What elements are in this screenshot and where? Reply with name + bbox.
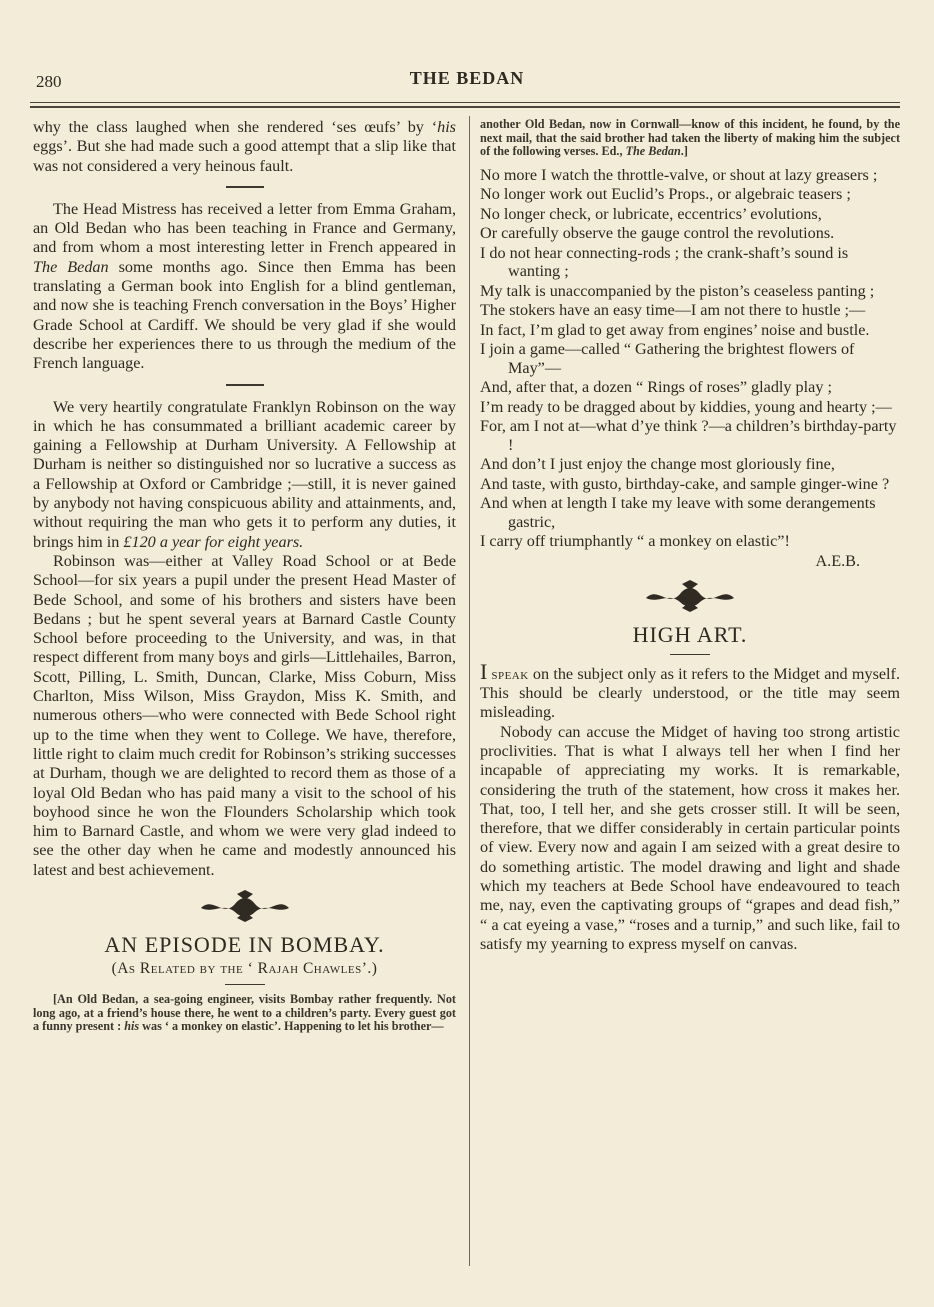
separator-rule bbox=[226, 186, 264, 188]
ornament-icon bbox=[642, 578, 738, 614]
verse-line: I’m ready to be dragged about by kiddies, young and hearty ;— bbox=[480, 397, 892, 416]
paragraph-robinson-fellowship: We very heartily congratulate Franklyn Robinson on the way in which he has consummated a brilliant academic career by gaining a Fellowship at Durham University. A Fellowship at Durham is neither so distinguished nor so lucrative a success as a Fellowship at Oxford or Cambridge ;—still, it is never gained by anybody not having conspicuous ability and attainments, and, without requiring the man who gets it to perform any duties, it brings him in £120 a year for eight years. bbox=[33, 397, 456, 551]
verse-line: And when at length I take my leave with some derangements gastric, bbox=[480, 494, 876, 531]
verse-line: My talk is unaccompanied by the piston’s ceaseless panting ; bbox=[480, 281, 875, 300]
paragraph-eggs: why the class laughed when she rendered ‘ses œufs’ by ‘his eggs’. But she had made such a good attempt that a slip like that was not considered a very heinous fault. bbox=[33, 118, 456, 175]
poem bbox=[480, 166, 900, 551]
verse-line: In fact, I’m glad to get away from engines’ noise and bustle. bbox=[480, 320, 870, 339]
header-rule-thick bbox=[30, 106, 900, 108]
verse-line: For, am I not at—what d’ye think ?—a children’s birthday-party ! bbox=[480, 417, 897, 454]
paragraph-robinson-school: Robinson was—either at Valley Road School or at Bede School—for six years a pupil under the present Head Master of Bede School, and some of his brothers and sisters have been Bedans ; but he spent several years at Barnard Castle County School before proceeding to the University, and was, in that respect different from many boys and girls—Littlehailes, Barron, Scott, Pilling, L. Smith, Duncan, Clarke, Miss Coburn, Miss Charlton, Miss Wilson, Miss Graydon, Miss K. Smith, and numerous others—who were connected with Bede School right up to the time when they went to College. We have, therefore, little right to claim much credit for Robinson’s striking successes at Durham, though we are delighted to record them as those of a loyal Old Bedan who has paid many a visit to the school of his boyhood since he won the Flounders Scholarship which took him to Barnard Castle, and whom we were very glad indeed to see the other day when he came and modestly announced his latest and best achievement. bbox=[33, 551, 456, 879]
verse-line: I do not hear connecting-rods ; the crank-shaft’s sound is wanting ; bbox=[480, 243, 849, 281]
paragraph-high-art-intro: I speak on the subject only as it refers to the Midget and myself. This should be clearly understood, or the title may seem misleading. bbox=[480, 658, 900, 722]
column-divider bbox=[469, 116, 470, 1266]
editor-note: [An Old Bedan, a sea-going engineer, visits Bombay rather frequently. Not long ago, at a friend’s house there, he went to a children’s party. Every guest got a funny present : his was ‘ a monkey on elastic’. Happening to let his brother— bbox=[33, 991, 456, 1034]
separator-rule bbox=[226, 384, 264, 386]
ornament-icon bbox=[197, 888, 293, 924]
section-subtitle-bombay: (As Related by the ‘ Rajah Chawles’.) bbox=[111, 959, 378, 977]
verse-line: The stokers have an easy time—I am not there to hustle ;— bbox=[480, 301, 866, 320]
paragraph-emma-graham: The Head Mistress has received a letter from Emma Graham, an Old Bedan who has been teaching in France and Germany, and from whom a most interesting letter in French appeared in The Bedan some months ago. Since then Emma has been translating a German book into English for a blind gentleman, and now she is teaching French conversation in the Boys’ Higher Grade School at Cardiff. We should be very glad if she would describe her experiences there to us through the medium of the French language. bbox=[33, 199, 456, 373]
verse-line: No more I watch the throttle-valve, or shout at lazy greasers ; bbox=[480, 165, 878, 184]
paragraph-high-art-midget: Nobody can accuse the Midget of having too strong artistic proclivities. That is what I always tell her when I find her incapable of appreciating my works. It is remarkable, considering the truth of the statement, how cross it makes her. That, too, I tell her, and she gets crosser still. It will be seen, therefore, that we differ considerably in certain particular points of view. Every now and again I am seized with a great desire to do something artistic. The model drawing and light and shade which my teachers at Bede School have endeavoured to teach me, nay, even the captivating groups of “grapes and dead fish,” “ a cat eyeing a vase,” “roses and a turnip,” and such like, fail to satisfy my yearning to express myself on canvas. bbox=[480, 722, 900, 953]
running-title: THE BEDAN bbox=[409, 68, 525, 88]
verse-line: And, after that, a dozen “ Rings of roses” gladly play ; bbox=[480, 378, 832, 397]
right-column bbox=[480, 118, 900, 954]
verse-line: And don’t I just enjoy the change most gloriously fine, bbox=[480, 455, 835, 474]
verse-line: Or carefully observe the gauge control the revolutions. bbox=[480, 224, 835, 243]
header-rule bbox=[30, 102, 900, 103]
editor-note-continued: another Old Bedan, now in Cornwall—know of this incident, he found, by the next mail, that the said brother had taken the liberty of making him the subject of the following verses. Ed., The Bedan.] bbox=[480, 117, 900, 159]
verse-line: No longer check, or lubricate, eccentrics’ evolutions, bbox=[480, 204, 822, 223]
section-title-high-art: HIGH ART. bbox=[632, 621, 748, 647]
left-column bbox=[33, 118, 456, 1034]
verse-line: I carry off triumphantly “ a monkey on elastic”! bbox=[480, 532, 790, 551]
section-title-bombay: AN EPISODE IN BOMBAY. bbox=[104, 931, 385, 957]
page-number: 280 bbox=[36, 72, 62, 91]
verse-line: And taste, with gusto, birthday-cake, and sample ginger-wine ? bbox=[480, 474, 890, 493]
verse-line: I join a game—called “ Gathering the brightest flowers of May”— bbox=[480, 340, 855, 377]
verse-line: No longer work out Euclid’s Props., or algebraic teasers ; bbox=[480, 185, 851, 204]
separator-rule bbox=[225, 984, 265, 985]
separator-rule bbox=[670, 654, 710, 655]
poem-signature: A.E.B. bbox=[815, 551, 860, 570]
